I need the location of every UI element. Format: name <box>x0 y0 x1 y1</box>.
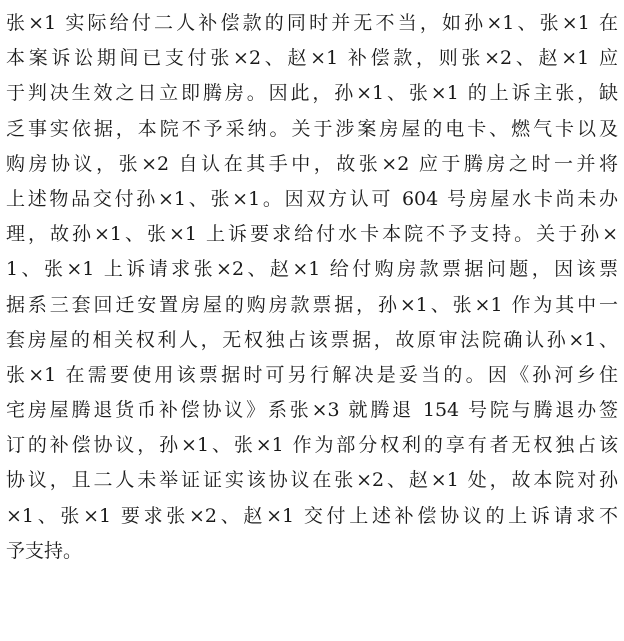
text-line-14: 协议，且二人未举证证实该协议在张×2、赵×1 处，故本院对孙 <box>6 469 618 492</box>
text-line-8: 1、张×1 上诉请求张×2、赵×1 给付购房款票据问题，因该票 <box>6 258 618 281</box>
text-line-13: 订的补偿协议，孙×1、张×1 作为部分权利的享有者无权独占该 <box>6 434 618 457</box>
text-line-9: 据系三套回迁安置房屋的购房款票据，孙×1、张×1 作为其中一 <box>6 293 618 316</box>
text-line-3: 于判决生效之日立即腾房。因此，孙×1、张×1 的上诉主张，缺 <box>6 82 618 105</box>
text-line-12: 宅房屋腾退货币补偿协议》系张×3 就腾退 154 号院与腾退办签 <box>6 399 618 422</box>
text-line-5: 购房协议，张×2 自认在其手中，故张×2 应于腾房之时一并将 <box>6 152 618 175</box>
text-line-6: 上述物品交付孙×1、张×1。因双方认可 604 号房屋水卡尚未办 <box>6 187 618 210</box>
text-line-2: 本案诉讼期间已支付张×2、赵×1 补偿款，则张×2、赵×1 应 <box>6 47 618 70</box>
text-line-7: 理，故孙×1、张×1 上诉要求给付水卡本院不予支持。关于孙× <box>6 223 618 246</box>
text-line-16: 予支持。 <box>6 539 83 562</box>
text-line-1: 张×1 实际给付二人补偿款的同时并无不当，如孙×1、张×1 在 <box>6 12 618 34</box>
text-line-4: 乏事实依据，本院不予采纳。关于涉案房屋的电卡、燃气卡以及 <box>6 117 618 140</box>
text-line-10: 套房屋的相关权利人，无权独占该票据，故原审法院确认孙×1、 <box>6 328 618 351</box>
text-line-15: ×1、张×1 要求张×2、赵×1 交付上述补偿协议的上诉请求不 <box>6 504 618 527</box>
text-line-11: 张×1 在需要使用该票据时可另行解决是妥当的。因《孙河乡住 <box>6 363 618 386</box>
